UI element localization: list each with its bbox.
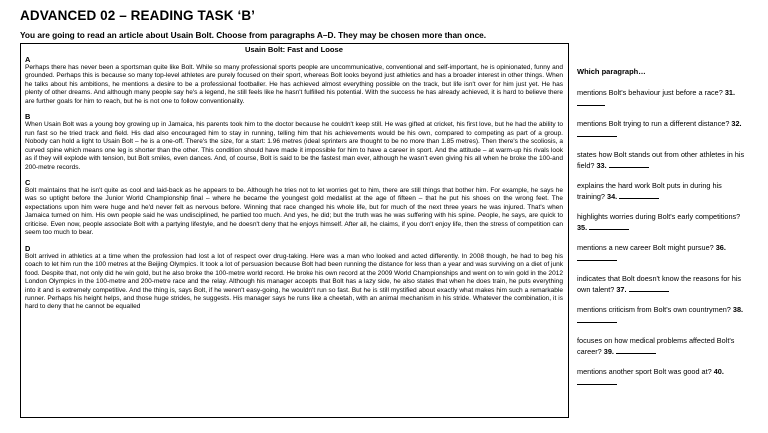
question-31 — [577, 88, 745, 109]
answer-blank[interactable] — [577, 315, 617, 323]
paragraph-letter: A — [25, 55, 31, 64]
question-33 — [577, 150, 745, 171]
paragraph-text: Bolt arrived in athletics at a time when the profession had lost a lot of respect over drug-taking. Here was a man who looked and acted differently. In 2008 though, he had to beg his coach to let him run the 100 metres at the Beijing Olympics. It took a lot of persuasion because Bolt had been running the distance for less than a year and was surviving on a diet of junk food. Despite that, not only did he win gold, but he also broke the 100-metre world record. He broke his own record at the 2009 World Championships and went on to win gold in the 2012 London Olympics in the 100-metre and 200-metre race and the relay. Although his manager accepts that Bolt has a lazy side, he also states that when he does train, he puts everything into it and is extremely competitive. And the thing is, says Bolt, if he weren't easy-going, he wouldn't run so fast. But he is still mystified about exactly what makes him such a remarkable runner. Perhaps his height helps, and those huge strides, he suggests. His manager says he runs like a cheetah, with an animal mechanism in his stride. Whatever the combination, it is hard to deny that he cannot be equalled — [25, 252, 563, 311]
question-number: 31. — [724, 88, 735, 97]
paragraph-letter: C — [25, 177, 31, 187]
task-instructions: You are going to read an article about Usain Bolt. Choose from paragraphs A–D. They may be chosen more than once. — [20, 30, 487, 40]
answer-blank[interactable] — [616, 346, 656, 354]
question-text: indicates that Bolt doesn't know the reasons for his own talent? — [577, 274, 742, 294]
answer-blank[interactable] — [629, 284, 669, 292]
question-text: mentions another sport Bolt was good at? — [577, 367, 712, 376]
question-text: mentions criticism from Bolt's own countrymen? — [577, 305, 731, 314]
answer-blank[interactable] — [577, 129, 617, 137]
question-text: mentions Bolt trying to run a different distance? — [577, 119, 730, 128]
question-number: 37. — [616, 285, 627, 294]
question-39 — [577, 336, 745, 357]
question-number: 33. — [596, 161, 607, 170]
answer-blank[interactable] — [589, 222, 629, 230]
answer-blank[interactable] — [577, 253, 617, 261]
questions-header: Which paragraph… — [577, 67, 646, 76]
paragraph-letter: D — [25, 243, 31, 253]
answer-blank[interactable] — [619, 191, 659, 199]
answer-blank[interactable] — [577, 377, 617, 385]
question-text: mentions a new career Bolt might pursue? — [577, 243, 714, 252]
paragraph-text: When Usain Bolt was a young boy growing up in Jamaica, his parents took him to the doctor because he couldn't keep still. He was gifted at cricket, his first love, but he had the ability to run fast so he tried track and field. His dad also encouraged him to stay in running, telling him that his achievements would be his own, compared to competing as part of a group. Nobody can hold a light to Usain Bolt – he is a one-off. There's the size, for a start: 1.96 metres (ideal sprinters are thought to be no more than 1.85 metres). Then there's the scoliosis, a curved spine which means one leg is shorter than the other. This condition should have made it impossible for him to have a career in sport. And the attitude – at warm-up his rivals look as if they will explode with tension, but Bolt smiles, even dances. And, of course, Bolt is said to be the fastest man ever, although he wasn't even giving his all when he broke the 100-and 200-metre records. — [25, 121, 563, 171]
question-35 — [577, 212, 745, 233]
question-text: focuses on how medical problems affected Bolt's career? — [577, 336, 735, 356]
question-number: 39. — [603, 347, 614, 356]
paragraph-text: Bolt maintains that he isn't quite as cool and laid-back as he appears to be. Although he tries not to let worries get to him, there are still things that bother him. For example, he says he was so uptight before the Junior World Championship final – where he became the youngest gold medallist at the age of fifteen – that he put his shoes on the wrong feet. The expectations upon him were huge and he'd never felt as nervous before. Winning that race changed his whole life, but for much of the next three years he was injured. That's when Jamaica turned on him. His own people said he was undisciplined, he partied too much. And yes, he did; but the truth was he was suffering with his spine. People, he says, are quick to criticise. Even now, people associate Bolt with a partying lifestyle, and he doesn't deny that he enjoys himself. After all, he claims, if you don't enjoy life, then the stress of competition can seem too much to bear. — [25, 186, 563, 237]
paragraph-c — [25, 178, 563, 238]
article-box — [20, 43, 569, 418]
question-text: highlights worries during Bolt's early competitions? — [577, 212, 741, 221]
question-number: 40. — [713, 367, 724, 376]
paragraph-letter: B — [25, 112, 31, 122]
paragraph-a — [25, 55, 563, 106]
question-number: 35. — [577, 223, 588, 232]
question-38 — [577, 305, 745, 326]
question-36 — [577, 243, 745, 264]
question-number: 34. — [607, 192, 618, 201]
question-number: 32. — [731, 119, 742, 128]
question-number: 36. — [715, 243, 726, 252]
paragraph-d — [25, 244, 563, 312]
questions-panel — [577, 67, 745, 398]
question-text: explains the hard work Bolt puts in during his training? — [577, 181, 722, 201]
paragraph-text: Perhaps there has never been a sportsman quite like Bolt. While so many professional sports people are uncommunicative, conventional and self-important, he is opinionated, funny and grounded. Perhaps this is because so many top-level athletes are purely focused on their sport, whereas Bolt looks beyond just athletics and has a broader interest in other things. When he talks about his ambitions, he mentions a desire to be a professional footballer. He has achieved almost everything possible on the track, but life isn't over for him just yet. He has plenty of other dreams. And although many people say he's a legend, he still feels like he hasn't fulfilled his potential. With the success he has already achieved, it is hard to believe there are further goals for him to reach, but he is not one to follow conventionality. — [25, 64, 563, 105]
answer-blank[interactable] — [609, 160, 649, 168]
question-text: states how Bolt stands out from other athletes in his field? — [577, 150, 745, 170]
question-text: mentions Bolt's behaviour just before a race? — [577, 88, 723, 97]
question-number: 38. — [732, 305, 744, 314]
question-37 — [577, 274, 745, 295]
question-32 — [577, 119, 745, 140]
question-34 — [577, 181, 745, 202]
answer-blank[interactable] — [577, 98, 605, 106]
question-40 — [577, 367, 745, 388]
article-title: Usain Bolt: Fast and Loose — [245, 45, 343, 54]
page-title: ADVANCED 02 – READING TASK ‘B’ — [20, 8, 256, 23]
paragraph-b — [25, 112, 563, 172]
